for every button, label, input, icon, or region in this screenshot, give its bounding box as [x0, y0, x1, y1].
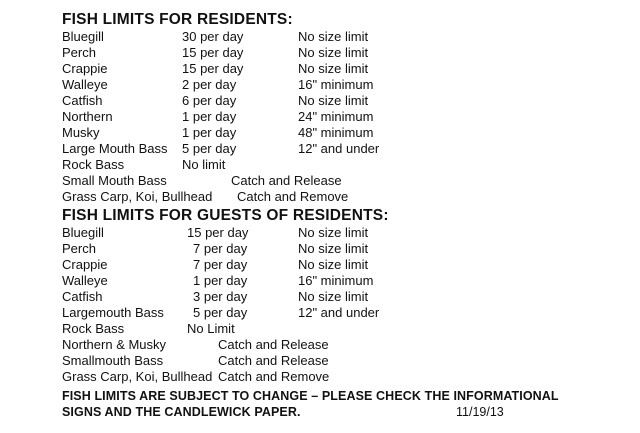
size-limit: 16" minimum: [298, 77, 374, 92]
species: Bluegill: [62, 29, 104, 44]
residents-row: [0, 125, 640, 141]
footer-notice-line1: FISH LIMITS ARE SUBJECT TO CHANGE – PLEASE CHECK THE INFORMATIONAL: [62, 389, 559, 403]
residents-row: [0, 45, 640, 61]
size-limit: No size limit: [298, 61, 369, 76]
daily-limit: 15 per day: [182, 45, 244, 60]
size-limit: No size limit: [298, 93, 369, 108]
species: Perch: [62, 241, 96, 256]
guests-row: [0, 305, 640, 321]
daily-limit: 5 per day: [193, 305, 248, 320]
species: Crappie: [62, 61, 108, 76]
guests-row: [0, 337, 640, 353]
residents-row: [0, 29, 640, 45]
size-limit: 48" minimum: [298, 125, 374, 140]
size-limit: 24" minimum: [298, 109, 374, 124]
species: Bluegill: [62, 225, 104, 240]
daily-limit: 7 per day: [193, 257, 248, 272]
daily-limit: Catch and Release: [218, 353, 329, 368]
species: Rock Bass: [62, 157, 125, 172]
guests-heading: FISH LIMITS FOR GUESTS OF RESIDENTS:: [62, 207, 389, 224]
guests-row: [0, 241, 640, 257]
species: Rock Bass: [62, 321, 125, 336]
daily-limit: 1 per day: [182, 109, 237, 124]
guests-row: [0, 321, 640, 337]
species: Small Mouth Bass: [62, 173, 167, 188]
daily-limit: 1 per day: [193, 273, 248, 288]
species: Catfish: [62, 93, 103, 108]
daily-limit: 3 per day: [193, 289, 248, 304]
size-limit: No size limit: [298, 45, 369, 60]
daily-limit: 15 per day: [182, 61, 244, 76]
daily-limit: 6 per day: [182, 93, 237, 108]
daily-limit: No Limit: [187, 321, 235, 336]
species: Large Mouth Bass: [62, 141, 168, 156]
size-limit: No size limit: [298, 241, 369, 256]
residents-row: [0, 173, 640, 189]
size-limit: No size limit: [298, 225, 369, 240]
species: Northern & Musky: [62, 337, 167, 352]
residents-row: [0, 157, 640, 173]
size-limit: No size limit: [298, 29, 369, 44]
daily-limit: 2 per day: [182, 77, 237, 92]
residents-row: [0, 77, 640, 93]
residents-row: [0, 109, 640, 125]
species: Crappie: [62, 257, 108, 272]
daily-limit: 1 per day: [182, 125, 237, 140]
species: Largemouth Bass: [62, 305, 164, 320]
guests-row: [0, 353, 640, 369]
species: Walleye: [62, 77, 108, 92]
daily-limit: Catch and Remove: [218, 369, 330, 384]
size-limit: 16" minimum: [298, 273, 374, 288]
residents-row: [0, 61, 640, 77]
species: Northern: [62, 109, 113, 124]
guests-row: [0, 225, 640, 241]
guests-row: [0, 273, 640, 289]
guests-row: [0, 289, 640, 305]
species: Perch: [62, 45, 96, 60]
document-date: 11/19/13: [456, 405, 504, 419]
species: Smallmouth Bass: [62, 353, 164, 368]
species: Grass Carp, Koi, Bullhead: [62, 369, 213, 384]
residents-row: [0, 141, 640, 157]
daily-limit: 5 per day: [182, 141, 237, 156]
daily-limit: 7 per day: [193, 241, 248, 256]
daily-limit: No limit: [182, 157, 226, 172]
size-limit: 12" and under: [298, 305, 380, 320]
daily-limit: Catch and Release: [231, 173, 342, 188]
footer-notice-line2: SIGNS AND THE CANDLEWICK PAPER.: [62, 405, 301, 419]
species: Walleye: [62, 273, 108, 288]
size-limit: No size limit: [298, 257, 369, 272]
species: Musky: [62, 125, 100, 140]
daily-limit: 30 per day: [182, 29, 244, 44]
daily-limit: Catch and Release: [218, 337, 329, 352]
guests-row: [0, 369, 640, 385]
residents-heading: FISH LIMITS FOR RESIDENTS:: [62, 11, 293, 28]
size-limit: No size limit: [298, 289, 369, 304]
guests-row: [0, 257, 640, 273]
residents-row: [0, 93, 640, 109]
size-limit: 12" and under: [298, 141, 380, 156]
species: Catfish: [62, 289, 103, 304]
daily-limit: Catch and Remove: [237, 189, 349, 204]
species: Grass Carp, Koi, Bullhead: [62, 189, 213, 204]
residents-row: [0, 189, 640, 205]
daily-limit: 15 per day: [187, 225, 249, 240]
